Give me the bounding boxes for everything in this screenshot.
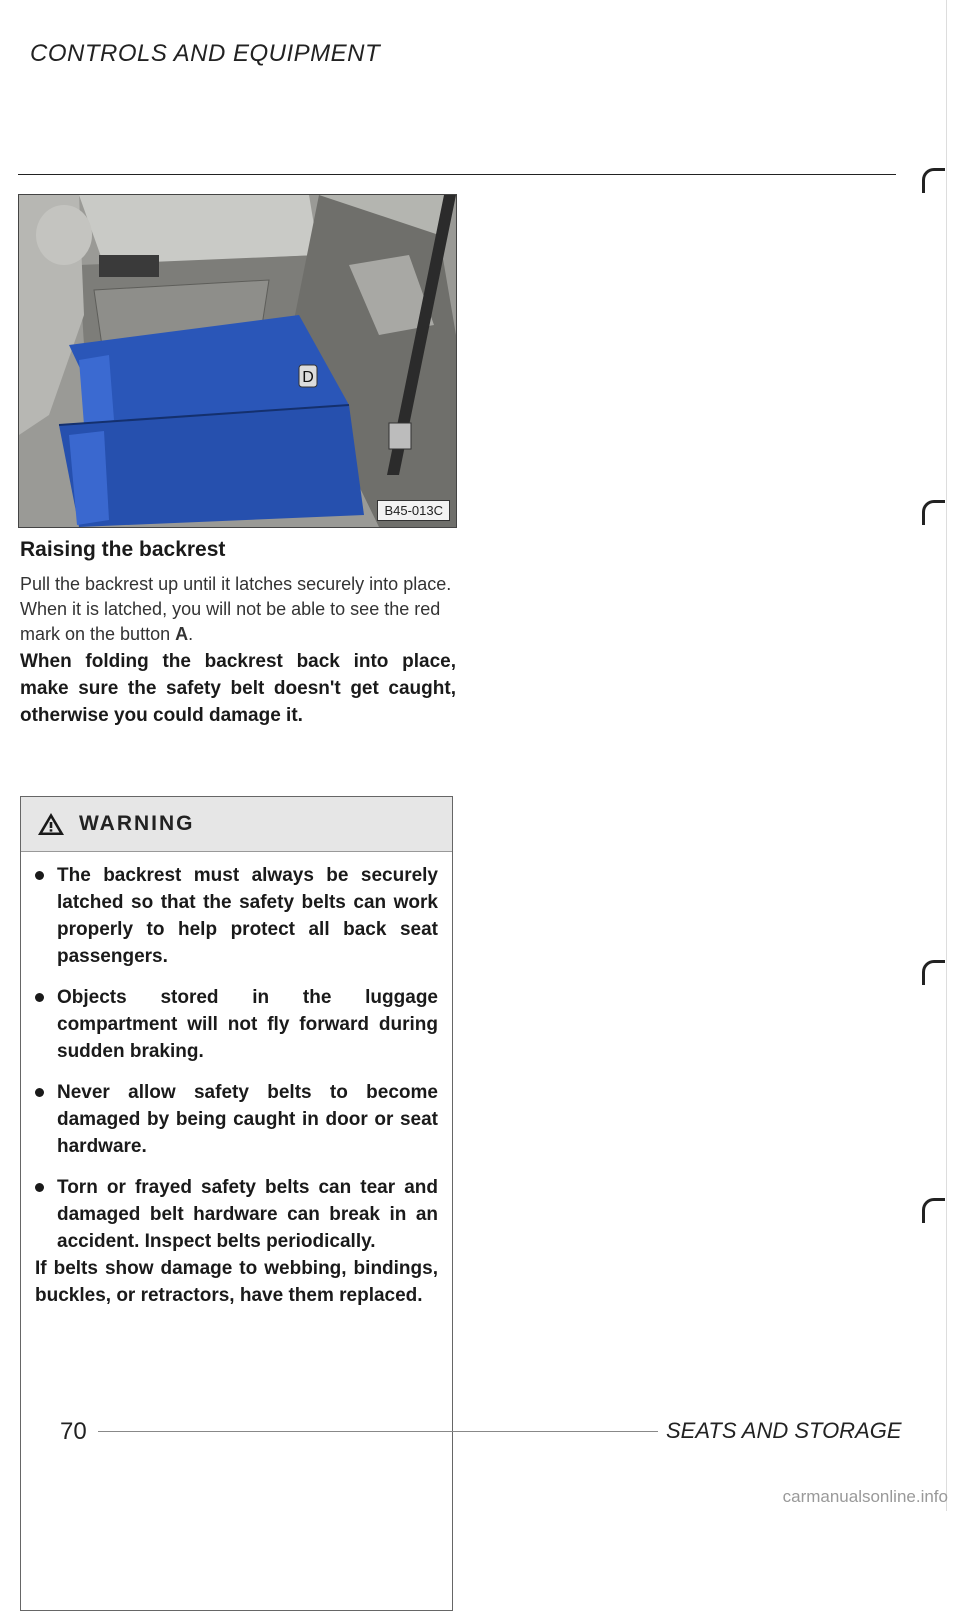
section-header: CONTROLS AND EQUIPMENT: [30, 40, 381, 67]
margin-mark: [922, 1198, 945, 1223]
page-number: 70: [60, 1418, 87, 1445]
warning-item: Objects stored in the luggage compartment will not fly forward during sudden braking.: [35, 984, 438, 1065]
warning-triangle-icon: [37, 811, 65, 837]
warning-item: Never allow safety belts to become damaged by being caught in door or seat hardware.: [35, 1079, 438, 1160]
warning-continuation: If belts show damage to webbing, bindings, buckles, or retractors, have them replaced.: [35, 1258, 438, 1306]
margin-mark: [922, 168, 945, 193]
margin-guide-line: [946, 0, 947, 1511]
warning-title: WARNING: [79, 812, 195, 835]
header-rule: [18, 174, 896, 175]
warning-header: [21, 797, 452, 852]
subheading: Raising the backrest: [20, 538, 226, 561]
body-end: .: [188, 624, 194, 644]
footer-rule: [98, 1431, 658, 1432]
warning-item: Torn or frayed safety belts can tear and damaged belt hardware can break in an accident. Inspect belts periodically.: [35, 1174, 438, 1255]
warning-item: The backrest must always be securely latched so that the safety belts can work properly to help protect all back seat passengers.: [35, 862, 438, 970]
label-d: D: [302, 369, 314, 386]
caution-note: When folding the backrest back into place, make sure the safety belt doesn't get caught, otherwise you could damage it.: [20, 651, 456, 726]
margin-mark: [922, 960, 945, 985]
footer-section-title: SEATS AND STORAGE: [666, 1418, 902, 1443]
car-interior-illustration: [19, 195, 456, 527]
body-paragraph: [20, 572, 456, 647]
figure-code: B45-013C: [377, 500, 450, 521]
warning-list: [21, 852, 452, 1309]
body-text: Pull the backrest up until it latches securely into place. When it is latched, you will not be able to see the red mark on the button: [20, 574, 452, 644]
button-letter: A: [175, 624, 189, 644]
backrest-photo: [18, 194, 457, 528]
margin-mark: [922, 500, 945, 525]
watermark: carmanualsonline.info: [782, 1487, 948, 1506]
warning-box: [20, 796, 453, 1611]
